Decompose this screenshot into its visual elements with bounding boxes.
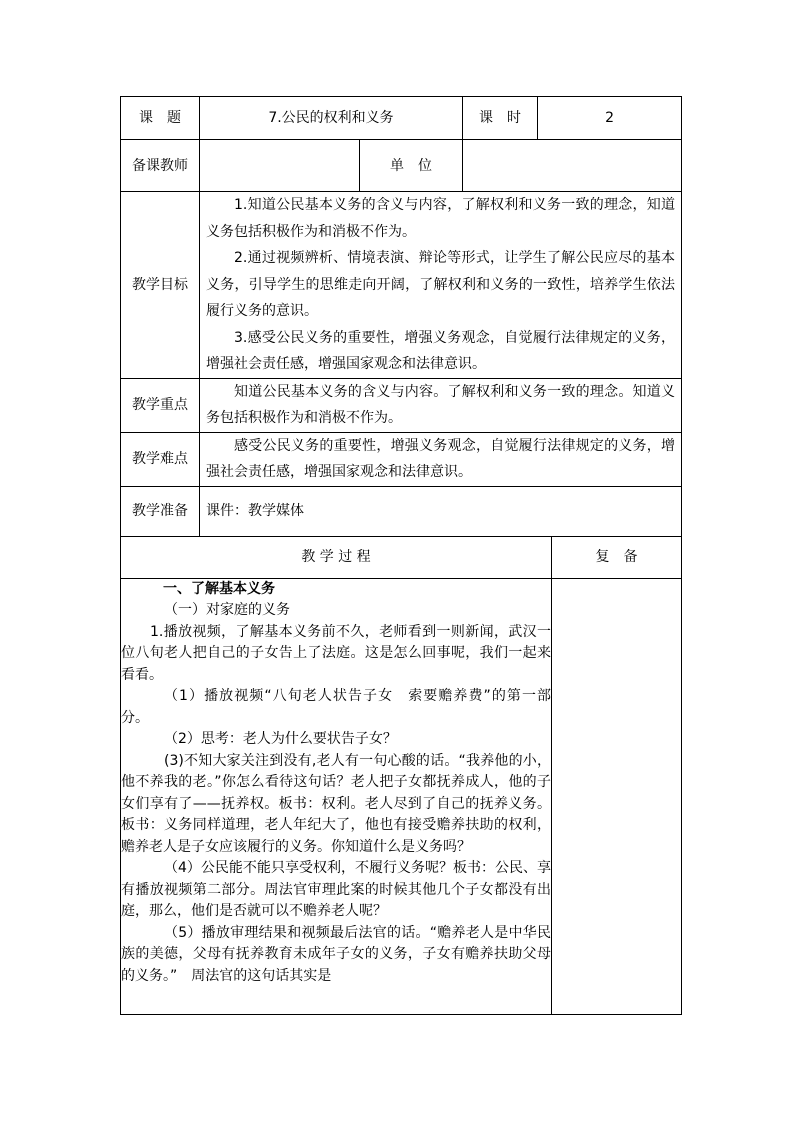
lesson-plan-table (120, 96, 682, 1015)
goal-item: 3.感受公民义务的重要性，增强义务观念，自觉履行法律规定的义务，增强社会责任感，增强国家观念和法律意识。 (206, 329, 676, 372)
key-points-row (121, 378, 682, 432)
topic-value: 7.公民的权利和义务 (200, 97, 463, 140)
key-points-label: 教学重点 (121, 378, 200, 432)
goals-row (121, 192, 682, 379)
topic-label: 课 题 (121, 97, 200, 140)
process-paragraph: （2）思考：老人为什么要状告子女？ (164, 731, 397, 747)
unit-value (463, 140, 682, 192)
process-heading-2: （一）对家庭的义务 (164, 602, 290, 618)
goal-item: 2.通过视频辨析、情境表演、辩论等形式，让学生了解公民应尽的基本义务，引导学生的思维走向开阔，了解权利和义务的一致性，培养学生依法履行义务的意识。 (206, 250, 676, 319)
process-heading-1: 一、了解基本义务 (163, 580, 275, 597)
period-value: 2 (538, 97, 682, 140)
process-paragraph: （1）播放视频“八旬老人状告子女 索要赡养费”的第一部分。 (121, 688, 552, 726)
process-paragraph: (3)不知大家关注到没有,老人有一句心酸的话。“我养他的小，他不养我的老。”你怎么看待这句话？老人把子女都抚养成人，他的子女们享有了——抚养权。板书：权利。老人尽到了自己的抚养义务。板书：义务同样道理，老人年纪大了，他也有接受赡养扶助的权利，赡养老人是子女应该履行的义务。你知道什么是义务吗？ (121, 752, 552, 855)
process-content (121, 578, 552, 1014)
teacher-row (121, 140, 682, 192)
topic-row (121, 97, 682, 140)
review-header-label: 复 备 (552, 536, 682, 578)
difficulties-text: 感受公民义务的重要性，增强义务观念，自觉履行法律规定的义务，增强社会责任感，增强国家观念和法律意识。 (206, 437, 676, 480)
preparation-text: 课件：教学媒体 (200, 486, 682, 536)
process-paragraph: 1.播放视频，了解基本义务前不久，老师看到一则新闻，武汉一位八旬老人把自己的子女告上了法庭。这是怎么回事呢，我们一起来看看。 (121, 623, 552, 683)
process-paragraph: （5）播放审理结果和视频最后法官的话。“赡养老人是中华民族的美德，父母有抚养教育未成年子女的义务，子女有赡养扶助父母的义务。” 周法官的这句话其实是 (121, 924, 552, 984)
teacher-value (200, 140, 360, 192)
process-paragraph: （4）公民能不能只享受权利，不履行义务呢？板书：公民、享有播放视频第二部分。周法官审理此案的时候其他几个子女都没有出庭，那么，他们是否就可以不赡养老人呢？ (121, 860, 552, 919)
preparation-label: 教学准备 (121, 486, 200, 536)
goals-content (200, 192, 682, 379)
process-row (121, 578, 682, 1014)
key-points-text: 知道公民基本义务的含义与内容。了解权利和义务一致的理念。知道义务包括积极作为和消极不作为。 (206, 383, 676, 426)
review-content (552, 578, 682, 1014)
difficulties-label: 教学难点 (121, 432, 200, 486)
difficulties-content (200, 432, 682, 486)
difficulties-row (121, 432, 682, 486)
process-header-label: 教 学 过 程 (121, 536, 552, 578)
key-points-content (200, 378, 682, 432)
unit-label: 单 位 (360, 140, 463, 192)
teacher-label: 备课教师 (121, 140, 200, 192)
goals-label: 教学目标 (121, 192, 200, 379)
preparation-row (121, 486, 682, 536)
goal-item: 1.知道公民基本义务的含义与内容，了解权利和义务一致的理念，知道义务包括积极作为和消极不作为。 (206, 197, 676, 240)
process-header-row (121, 536, 682, 578)
period-label: 课 时 (463, 97, 538, 140)
